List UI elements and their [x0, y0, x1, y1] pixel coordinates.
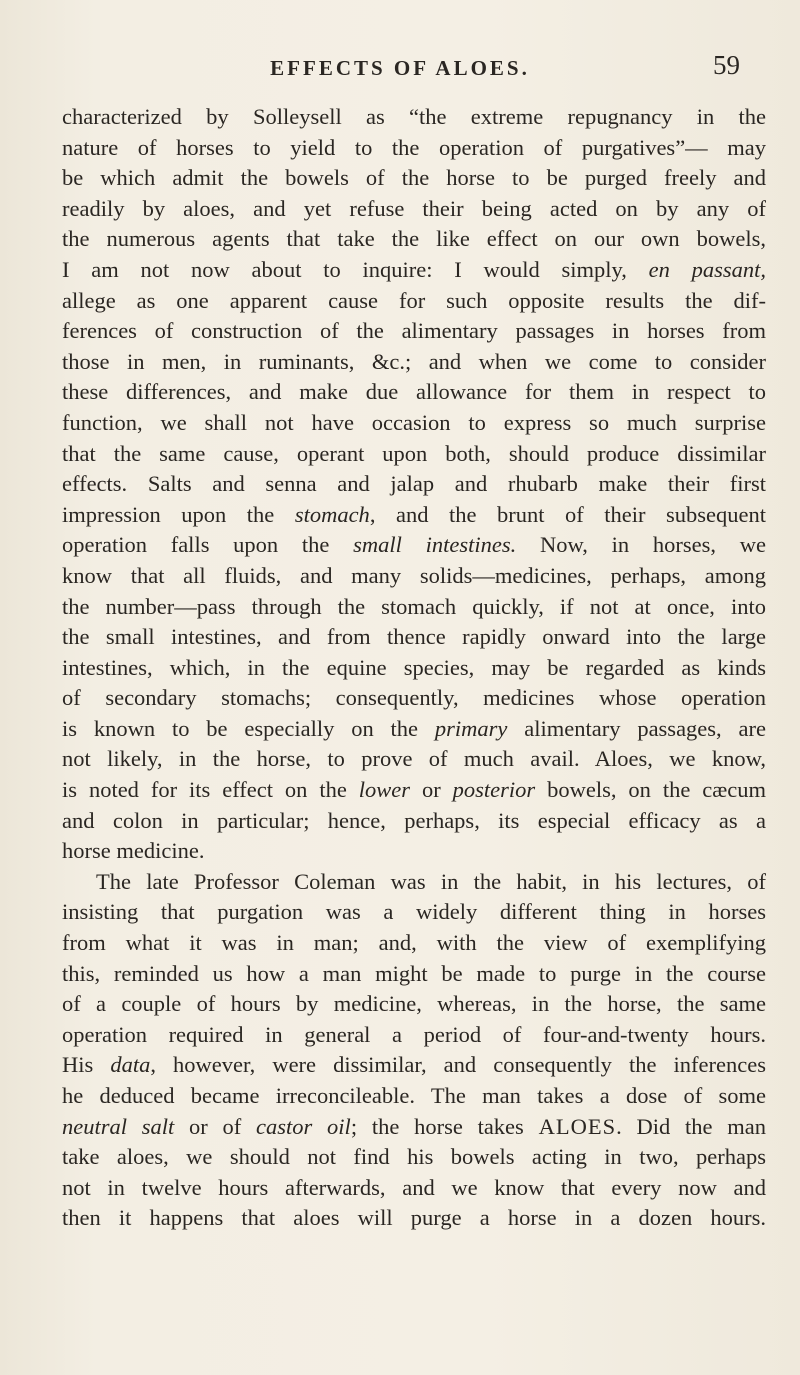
- italic-phrase: data: [110, 1052, 151, 1078]
- text-line: be which admit the bowels of the horse to be purged freely and: [62, 165, 766, 191]
- text-line: the numerous agents that take the like effect on our own bowels,: [62, 226, 766, 252]
- italic-phrase: posterior: [452, 777, 536, 803]
- text-line: he deduced became irreconcileable. The man takes a dose of some: [62, 1083, 766, 1108]
- text-line: take aloes, we should not find his bowels acting in two, perhaps: [62, 1144, 766, 1170]
- text-line: readily by aloes, and yet refuse their being acted on by any of: [62, 195, 766, 221]
- text-line: know that all fluids, and many solids—medicines, perhaps, among: [62, 562, 766, 588]
- running-head: [60, 50, 740, 86]
- text-line: is known to be especially on the primary alimentary passages, are: [62, 715, 766, 741]
- italic-phrase: primary: [434, 715, 508, 741]
- italic-phrase: castor oil: [256, 1113, 351, 1139]
- italic-phrase: en passant,: [648, 256, 766, 282]
- text-line: ferences of construction of the alimentary passages in horses from: [62, 318, 766, 344]
- text-line: nature of horses to yield to the operation of purgatives”— may: [62, 134, 766, 160]
- running-title: EFFECTS OF ALOES.: [270, 56, 530, 80]
- text-line: horse medicine.: [62, 838, 205, 864]
- text-line: neutral salt or of castor oil; the horse takes ALOES. Did the man: [62, 1113, 766, 1139]
- italic-phrase: lower: [358, 777, 411, 803]
- text-line: is noted for its effect on the lower or posterior bowels, on the cæcum: [62, 777, 766, 803]
- text-line: I am not now about to inquire: I would simply, en passant,: [62, 256, 766, 282]
- text-line: not likely, in the horse, to prove of much avail. Aloes, we know,: [62, 746, 766, 772]
- text-line: that the same cause, operant upon both, should produce dissimilar: [62, 440, 766, 466]
- text-line: not in twelve hours afterwards, and we know that every now and: [62, 1174, 766, 1200]
- text-line: operation falls upon the small intestines. Now, in horses, we: [62, 532, 766, 558]
- text-line: then it happens that aloes will purge a horse in a dozen hours.: [62, 1205, 766, 1231]
- small-caps-word: ALOES: [538, 1113, 617, 1139]
- text-line: intestines, which, in the equine species, may be regarded as kinds: [62, 654, 766, 680]
- body-text: [62, 102, 766, 1234]
- text-line: and colon in particular; hence, perhaps, its especial efficacy as a: [62, 807, 766, 833]
- italic-phrase: small intestines.: [353, 532, 517, 558]
- text-line: these differences, and make due allowance for them in respect to: [62, 379, 766, 405]
- text-line: the number—pass through the stomach quickly, if not at once, into: [62, 593, 766, 619]
- text-line: from what it was in man; and, with the view of exemplifying: [62, 930, 766, 956]
- paragraph-start-line: The late Professor Coleman was in the habit, in his lectures, of: [96, 868, 766, 894]
- page-number: 59: [713, 50, 740, 80]
- text-line: function, we shall not have occasion to express so much surprise: [62, 409, 766, 435]
- text-line: this, reminded us how a man might be made to purge in the course: [62, 960, 766, 986]
- text-line: effects. Salts and senna and jalap and rhubarb make their first: [62, 471, 766, 497]
- text-line: of a couple of hours by medicine, whereas, in the horse, the same: [62, 991, 766, 1017]
- text-line: the small intestines, and from thence rapidly onward into the large: [62, 624, 766, 650]
- italic-phrase: neutral salt: [62, 1113, 175, 1139]
- text-line: of secondary stomachs; consequently, medicines whose operation: [62, 685, 766, 711]
- text-line: insisting that purgation was a widely different thing in horses: [62, 899, 766, 925]
- text-line: His data, however, were dissimilar, and consequently the inferences: [62, 1052, 766, 1078]
- text-line: impression upon the stomach, and the brunt of their subsequent: [62, 501, 766, 527]
- text-line: characterized by Solleysell as “the extreme repugnancy in the: [62, 104, 766, 129]
- text-line: allege as one apparent cause for such opposite results the dif-: [62, 287, 766, 313]
- text-line: those in men, in ruminants, &c.; and when we come to consider: [62, 348, 766, 374]
- italic-phrase: stomach: [294, 501, 370, 527]
- text-line: operation required in general a period of four-and-twenty hours.: [62, 1021, 766, 1047]
